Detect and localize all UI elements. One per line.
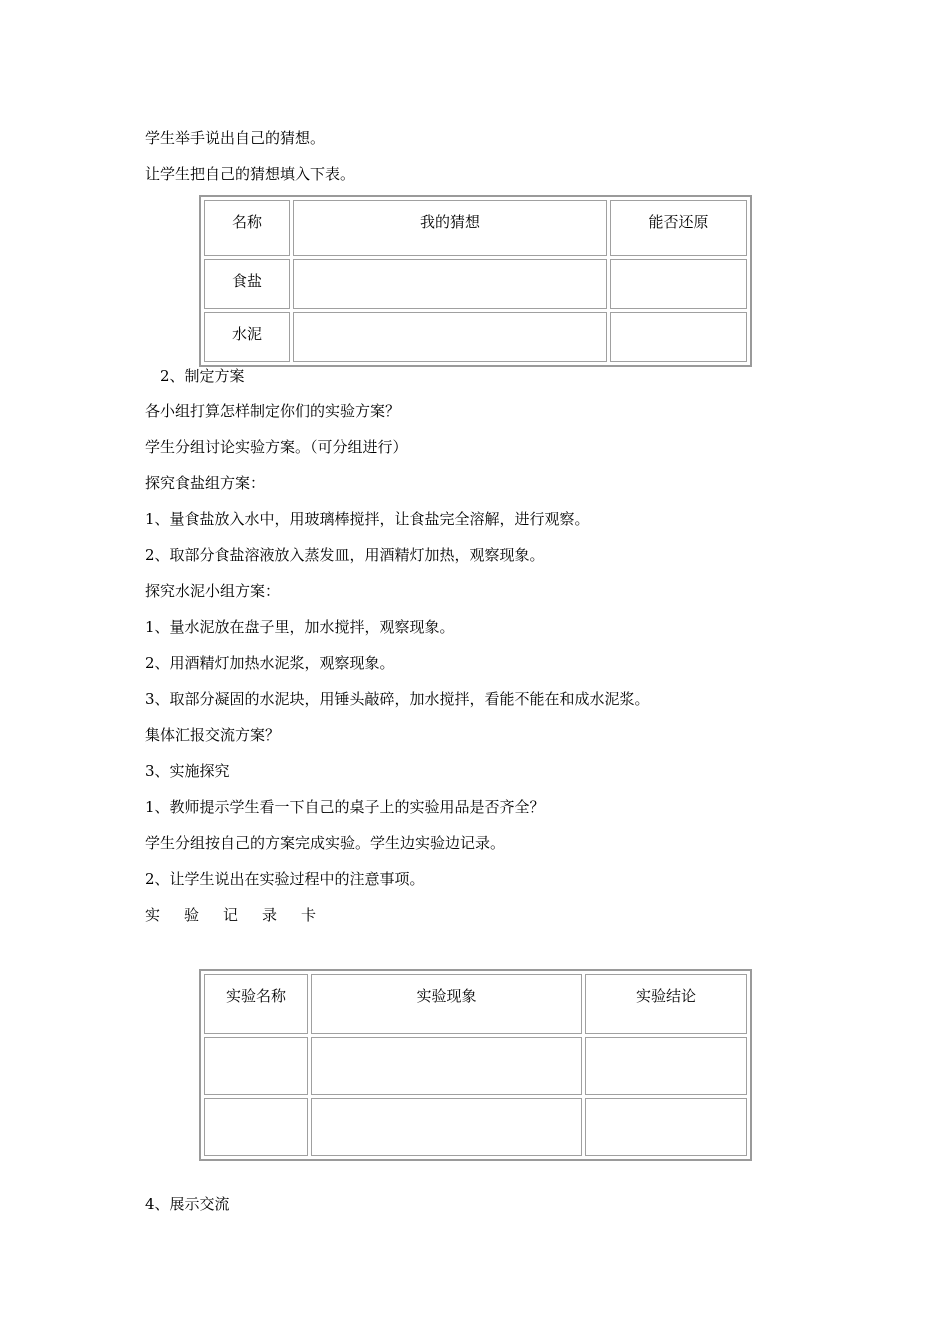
table-cell xyxy=(311,1037,582,1095)
paragraph: 让学生把自己的猜想填入下表。 xyxy=(145,165,356,183)
section-heading: 2、制定方案 xyxy=(160,367,245,385)
table-cell xyxy=(293,312,607,362)
table-row xyxy=(204,312,747,362)
table-row xyxy=(204,259,747,309)
guess-table xyxy=(199,195,752,367)
record-card-title: 实验记录卡 xyxy=(145,906,341,924)
table-cell xyxy=(311,1098,582,1156)
table-cell xyxy=(293,259,607,309)
header-cell-conclusion: 实验结论 xyxy=(585,974,747,1034)
table-cell xyxy=(204,1037,308,1095)
paragraph: 学生分组讨论实验方案。（可分组进行） xyxy=(145,438,408,456)
section-heading: 4、展示交流 xyxy=(145,1195,230,1213)
table-cell: 水泥 xyxy=(204,312,290,362)
section-heading: 3、实施探究 xyxy=(145,762,230,780)
table-cell xyxy=(204,1098,308,1156)
header-cell-restorable: 能否还原 xyxy=(610,200,747,256)
header-cell-guess: 我的猜想 xyxy=(293,200,607,256)
paragraph: 学生分组按自己的方案完成实验。学生边实验边记录。 xyxy=(145,834,506,852)
table-cell xyxy=(610,259,747,309)
table-cell: 食盐 xyxy=(204,259,290,309)
table-row xyxy=(204,1037,747,1095)
table-row xyxy=(204,1098,747,1156)
header-cell-phenomenon: 实验现象 xyxy=(311,974,582,1034)
paragraph: 2、取部分食盐溶液放入蒸发皿，用酒精灯加热，观察现象。 xyxy=(145,546,545,564)
paragraph: 3、取部分凝固的水泥块，用锤头敲碎，加水搅拌，看能不能在和成水泥浆。 xyxy=(145,690,650,708)
table-header-row xyxy=(204,974,747,1034)
table-cell xyxy=(610,312,747,362)
header-cell-experiment-name: 实验名称 xyxy=(204,974,308,1034)
paragraph: 探究食盐组方案： xyxy=(145,474,266,492)
paragraph: 探究水泥小组方案： xyxy=(145,582,281,600)
paragraph: 2、让学生说出在实验过程中的注意事项。 xyxy=(145,870,425,888)
paragraph: 学生举手说出自己的猜想。 xyxy=(145,129,326,147)
record-table xyxy=(199,969,752,1161)
paragraph: 1、量食盐放入水中，用玻璃棒搅拌，让食盐完全溶解，进行观察。 xyxy=(145,510,590,528)
paragraph: 各小组打算怎样制定你们的实验方案？ xyxy=(145,402,401,420)
table-cell xyxy=(585,1098,747,1156)
header-cell-name: 名称 xyxy=(204,200,290,256)
paragraph: 1、量水泥放在盘子里，加水搅拌，观察现象。 xyxy=(145,618,455,636)
table-header-row xyxy=(204,200,747,256)
paragraph: 1、教师提示学生看一下自己的桌子上的实验用品是否齐全？ xyxy=(145,798,545,816)
table-cell xyxy=(585,1037,747,1095)
paragraph: 集体汇报交流方案？ xyxy=(145,726,281,744)
paragraph: 2、用酒精灯加热水泥浆，观察现象。 xyxy=(145,654,395,672)
